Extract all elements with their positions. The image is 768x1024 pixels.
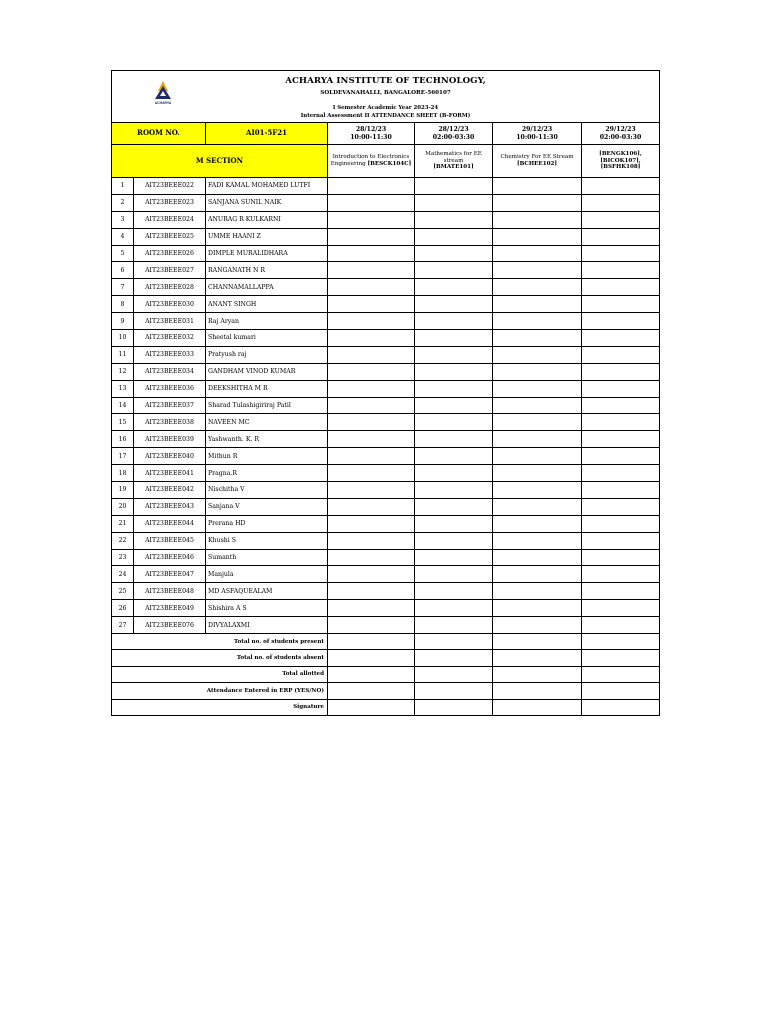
usn: AIT23BEEE036 (134, 380, 206, 397)
attendance-cell[interactable] (582, 211, 660, 228)
serial-number: 25 (112, 583, 134, 600)
usn: AIT23BEEE047 (134, 566, 206, 583)
serial-number: 9 (112, 313, 134, 330)
serial-number: 23 (112, 549, 134, 566)
serial-number: 5 (112, 245, 134, 262)
footer-label: Attendance Entered in ERP (YES/NO) (112, 683, 328, 699)
usn: AIT23BEEE048 (134, 583, 206, 600)
attendance-cell[interactable] (328, 363, 415, 380)
attendance-cell[interactable] (493, 482, 582, 499)
session-4-datetime: 29/12/23 02:00-03:30 (582, 123, 660, 145)
attendance-cell[interactable] (328, 397, 415, 414)
usn: AIT23BEEE038 (134, 414, 206, 431)
section-label: M SECTION (112, 145, 328, 178)
attendance-cell[interactable] (493, 397, 582, 414)
attendance-cell[interactable] (415, 296, 493, 313)
student-name: Raj Aryan (206, 313, 328, 330)
attendance-cell[interactable] (582, 313, 660, 330)
attendance-cell[interactable] (415, 549, 493, 566)
serial-number: 3 (112, 211, 134, 228)
usn: AIT23BEEE046 (134, 549, 206, 566)
attendance-cell[interactable] (582, 279, 660, 296)
attendance-cell[interactable] (493, 245, 582, 262)
serial-number: 13 (112, 380, 134, 397)
table-row (112, 313, 660, 330)
footer-value-cell[interactable] (328, 683, 415, 699)
attendance-cell[interactable] (415, 194, 493, 211)
attendance-cell[interactable] (493, 414, 582, 431)
sheet-header (112, 71, 660, 123)
attendance-cell[interactable] (582, 566, 660, 583)
table-row (112, 617, 660, 634)
attendance-cell[interactable] (493, 617, 582, 634)
usn: AIT23BEEE023 (134, 194, 206, 211)
attendance-cell[interactable] (582, 245, 660, 262)
attendance-cell[interactable] (328, 549, 415, 566)
session-3-subject: Chemistry For EE Stream [BCHEE102] (493, 145, 582, 178)
attendance-cell[interactable] (415, 279, 493, 296)
attendance-cell[interactable] (493, 448, 582, 465)
attendance-cell[interactable] (493, 279, 582, 296)
attendance-cell[interactable] (493, 498, 582, 515)
table-row (112, 465, 660, 482)
serial-number: 27 (112, 617, 134, 634)
student-name: Pragna.R (206, 465, 328, 482)
usn: AIT23BEEE027 (134, 262, 206, 279)
student-name: ANURAG R KULKARNI (206, 211, 328, 228)
usn: AIT23BEEE045 (134, 532, 206, 549)
attendance-cell[interactable] (582, 617, 660, 634)
attendance-cell[interactable] (493, 211, 582, 228)
serial-number: 21 (112, 515, 134, 532)
attendance-cell[interactable] (582, 346, 660, 363)
table-row (112, 296, 660, 313)
attendance-cell[interactable] (328, 498, 415, 515)
student-name: Sheetal kumari (206, 330, 328, 347)
attendance-cell[interactable] (582, 178, 660, 195)
footer-value-cell[interactable] (493, 634, 582, 650)
footer-label: Total no. of students absent (112, 650, 328, 666)
serial-number: 8 (112, 296, 134, 313)
footer-value-cell[interactable] (328, 634, 415, 650)
attendance-cell[interactable] (415, 448, 493, 465)
footer-label: Signature (112, 699, 328, 715)
footer-value-cell[interactable] (493, 666, 582, 682)
serial-number: 26 (112, 600, 134, 617)
attendance-cell[interactable] (582, 600, 660, 617)
usn: AIT23BEEE033 (134, 346, 206, 363)
attendance-cell[interactable] (415, 211, 493, 228)
attendance-cell[interactable] (493, 380, 582, 397)
student-name: MD ASFAQUEALAM (206, 583, 328, 600)
student-name: DIVYALAXMI (206, 617, 328, 634)
table-row (112, 448, 660, 465)
usn: AIT23BEEE049 (134, 600, 206, 617)
table-row (112, 498, 660, 515)
footer-value-cell[interactable] (582, 650, 660, 666)
attendance-cell[interactable] (493, 313, 582, 330)
usn: AIT23BEEE026 (134, 245, 206, 262)
footer-value-cell[interactable] (328, 650, 415, 666)
footer-value-cell[interactable] (415, 650, 493, 666)
attendance-cell[interactable] (493, 566, 582, 583)
attendance-cell[interactable] (582, 583, 660, 600)
institute-logo (150, 79, 176, 105)
footer-value-cell[interactable] (415, 683, 493, 699)
attendance-cell[interactable] (328, 431, 415, 448)
student-name: CHANNAMALLAPPA (206, 279, 328, 296)
attendance-cell[interactable] (415, 397, 493, 414)
room-value: AI01-5F21 (206, 123, 328, 145)
student-name: Prerana HD (206, 515, 328, 532)
attendance-cell[interactable] (415, 363, 493, 380)
attendance-table (111, 70, 660, 716)
serial-number: 24 (112, 566, 134, 583)
attendance-cell[interactable] (493, 178, 582, 195)
usn: AIT23BEEE022 (134, 178, 206, 195)
footer-value-cell[interactable] (493, 650, 582, 666)
footer-label: Total allotted (112, 666, 328, 682)
footer-rows (112, 634, 660, 716)
usn: AIT23BEEE039 (134, 431, 206, 448)
attendance-cell[interactable] (415, 262, 493, 279)
serial-number: 22 (112, 532, 134, 549)
attendance-cell[interactable] (415, 583, 493, 600)
footer-value-cell[interactable] (415, 699, 493, 715)
student-name: RANGANATH N R (206, 262, 328, 279)
usn: AIT23BEEE028 (134, 279, 206, 296)
serial-number: 16 (112, 431, 134, 448)
serial-number: 12 (112, 363, 134, 380)
footer-value-cell[interactable] (493, 699, 582, 715)
serial-number: 10 (112, 330, 134, 347)
session-1-datetime: 28/12/23 10:00-11:30 (328, 123, 415, 145)
table-row (112, 178, 660, 195)
footer-value-cell[interactable] (493, 683, 582, 699)
attendance-cell[interactable] (493, 346, 582, 363)
serial-number: 18 (112, 465, 134, 482)
attendance-cell[interactable] (493, 228, 582, 245)
attendance-cell[interactable] (328, 515, 415, 532)
attendance-cell[interactable] (493, 296, 582, 313)
serial-number: 6 (112, 262, 134, 279)
attendance-cell[interactable] (582, 532, 660, 549)
attendance-cell[interactable] (328, 583, 415, 600)
attendance-cell[interactable] (582, 448, 660, 465)
footer-value-cell[interactable] (582, 699, 660, 715)
serial-number: 14 (112, 397, 134, 414)
attendance-cell[interactable] (493, 330, 582, 347)
footer-row (112, 683, 660, 699)
attendance-cell[interactable] (415, 346, 493, 363)
attendance-cell[interactable] (415, 380, 493, 397)
attendance-cell[interactable] (582, 515, 660, 532)
footer-value-cell[interactable] (328, 699, 415, 715)
attendance-cell[interactable] (328, 482, 415, 499)
attendance-cell[interactable] (493, 431, 582, 448)
serial-number: 1 (112, 178, 134, 195)
attendance-cell[interactable] (493, 515, 582, 532)
table-row (112, 532, 660, 549)
table-row (112, 414, 660, 431)
attendance-cell[interactable] (328, 228, 415, 245)
attendance-cell[interactable] (328, 532, 415, 549)
table-row (112, 431, 660, 448)
attendance-cell[interactable] (582, 262, 660, 279)
attendance-cell[interactable] (328, 211, 415, 228)
attendance-cell[interactable] (328, 245, 415, 262)
attendance-cell[interactable] (415, 330, 493, 347)
attendance-cell[interactable] (493, 465, 582, 482)
attendance-cell[interactable] (582, 549, 660, 566)
attendance-cell[interactable] (328, 600, 415, 617)
footer-row (112, 650, 660, 666)
session-4-subject: [BENGK106], [BICOK107], [BSFHK108] (582, 145, 660, 178)
attendance-cell[interactable] (415, 178, 493, 195)
footer-value-cell[interactable] (582, 666, 660, 682)
attendance-cell[interactable] (328, 414, 415, 431)
student-name: Pratyush raj (206, 346, 328, 363)
attendance-cell[interactable] (415, 532, 493, 549)
attendance-cell[interactable] (328, 465, 415, 482)
attendance-cell[interactable] (493, 583, 582, 600)
session-2-datetime: 28/12/23 02:00-03:30 (415, 123, 493, 145)
attendance-cell[interactable] (582, 194, 660, 211)
attendance-cell[interactable] (328, 566, 415, 583)
student-name: Manjula (206, 566, 328, 583)
table-row (112, 583, 660, 600)
table-row (112, 482, 660, 499)
attendance-cell[interactable] (415, 431, 493, 448)
serial-number: 2 (112, 194, 134, 211)
table-row (112, 346, 660, 363)
attendance-cell[interactable] (328, 380, 415, 397)
attendance-cell[interactable] (415, 465, 493, 482)
student-name: Khushi S (206, 532, 328, 549)
table-row (112, 600, 660, 617)
student-name: DIMPLE MURALIDHARA (206, 245, 328, 262)
footer-value-cell[interactable] (582, 634, 660, 650)
footer-row (112, 699, 660, 715)
attendance-cell[interactable] (415, 245, 493, 262)
session-3-datetime: 29/12/23 10:00-11:30 (493, 123, 582, 145)
attendance-cell[interactable] (328, 279, 415, 296)
attendance-cell[interactable] (415, 498, 493, 515)
student-name: Mithun R (206, 448, 328, 465)
footer-row (112, 634, 660, 650)
attendance-cell[interactable] (582, 296, 660, 313)
attendance-cell[interactable] (582, 465, 660, 482)
usn: AIT23BEEE042 (134, 482, 206, 499)
academic-year: I Semester Academic Year 2023-24 (332, 105, 439, 112)
session-2-subject: Mathematics for EE stream [BMATE101] (415, 145, 493, 178)
institute-address: SOLDEVANAHALLI, BANGALORE-560107 (320, 90, 451, 97)
attendance-cell[interactable] (493, 549, 582, 566)
footer-row (112, 666, 660, 682)
attendance-cell[interactable] (582, 431, 660, 448)
session-1-subject: Introduction to Electronics Engineering [BESCK104C] (328, 145, 415, 178)
table-row (112, 330, 660, 347)
attendance-cell[interactable] (582, 482, 660, 499)
attendance-cell[interactable] (582, 414, 660, 431)
usn: AIT23BEEE031 (134, 313, 206, 330)
attendance-cell[interactable] (582, 330, 660, 347)
table-row (112, 566, 660, 583)
institute-name: ACHARYA INSTITUTE OF TECHNOLOGY, (285, 76, 486, 87)
usn: AIT23BEEE032 (134, 330, 206, 347)
table-row (112, 228, 660, 245)
attendance-cell[interactable] (493, 363, 582, 380)
attendance-cell[interactable] (415, 228, 493, 245)
attendance-cell[interactable] (328, 194, 415, 211)
table-row (112, 245, 660, 262)
table-row (112, 380, 660, 397)
attendance-cell[interactable] (493, 600, 582, 617)
serial-number: 4 (112, 228, 134, 245)
attendance-cell[interactable] (328, 313, 415, 330)
serial-number: 20 (112, 498, 134, 515)
usn: AIT23BEEE040 (134, 448, 206, 465)
attendance-cell[interactable] (415, 600, 493, 617)
table-row (112, 262, 660, 279)
student-name: NAVEEN MC (206, 414, 328, 431)
usn: AIT23BEEE037 (134, 397, 206, 414)
attendance-cell[interactable] (328, 178, 415, 195)
attendance-cell[interactable] (415, 313, 493, 330)
usn: AIT23BEEE076 (134, 617, 206, 634)
usn: AIT23BEEE041 (134, 465, 206, 482)
attendance-cell[interactable] (493, 262, 582, 279)
student-name: UMME HAANI Z (206, 228, 328, 245)
attendance-cell[interactable] (582, 397, 660, 414)
table-row (112, 397, 660, 414)
serial-number: 11 (112, 346, 134, 363)
attendance-cell[interactable] (415, 515, 493, 532)
usn: AIT23BEEE025 (134, 228, 206, 245)
attendance-cell[interactable] (493, 194, 582, 211)
attendance-cell[interactable] (582, 363, 660, 380)
student-name: Sanjana V (206, 498, 328, 515)
attendance-cell[interactable] (415, 617, 493, 634)
attendance-cell[interactable] (493, 532, 582, 549)
student-name: Sumanth (206, 549, 328, 566)
student-name: Nischitha V (206, 482, 328, 499)
attendance-cell[interactable] (415, 414, 493, 431)
student-name: FADI KAMAL MOHAMED LUTFI (206, 178, 328, 195)
serial-number: 19 (112, 482, 134, 499)
serial-number: 17 (112, 448, 134, 465)
sheet-title: Internal Assessment II ATTENDANCE SHEET (B-FORM) (300, 112, 471, 119)
footer-value-cell[interactable] (415, 666, 493, 682)
student-name: Shishira A S (206, 600, 328, 617)
student-name: Yashwanth. K. R (206, 431, 328, 448)
student-name: Sharad Tulashigiriraj Patil (206, 397, 328, 414)
usn: AIT23BEEE043 (134, 498, 206, 515)
attendance-cell[interactable] (582, 498, 660, 515)
usn: AIT23BEEE044 (134, 515, 206, 532)
serial-number: 7 (112, 279, 134, 296)
table-row (112, 549, 660, 566)
attendance-cell[interactable] (415, 566, 493, 583)
usn: AIT23BEEE030 (134, 296, 206, 313)
room-label: ROOM NO. (112, 123, 206, 145)
attendance-cell[interactable] (328, 448, 415, 465)
table-row (112, 194, 660, 211)
attendance-cell[interactable] (328, 346, 415, 363)
usn: AIT23BEEE034 (134, 363, 206, 380)
attendance-cell[interactable] (415, 482, 493, 499)
student-name: SANJANA SUNIL NAIK (206, 194, 328, 211)
footer-value-cell[interactable] (328, 666, 415, 682)
table-row (112, 279, 660, 296)
attendance-cell[interactable] (328, 296, 415, 313)
student-rows (112, 178, 660, 634)
attendance-cell[interactable] (328, 262, 415, 279)
serial-number: 15 (112, 414, 134, 431)
footer-label: Total no. of students present (112, 634, 328, 650)
svg-text:ACHARYA: ACHARYA (154, 101, 172, 105)
student-name: GANDHAM VINOD KUMAR (206, 363, 328, 380)
footer-value-cell[interactable] (415, 634, 493, 650)
attendance-cell[interactable] (328, 617, 415, 634)
usn: AIT23BEEE024 (134, 211, 206, 228)
table-row (112, 363, 660, 380)
attendance-cell[interactable] (328, 330, 415, 347)
attendance-sheet (111, 70, 659, 716)
student-name: ANANT SINGH (206, 296, 328, 313)
attendance-cell[interactable] (582, 228, 660, 245)
footer-value-cell[interactable] (582, 683, 660, 699)
student-name: DEEKSHITHA M R (206, 380, 328, 397)
table-row (112, 515, 660, 532)
attendance-cell[interactable] (582, 380, 660, 397)
table-row (112, 211, 660, 228)
